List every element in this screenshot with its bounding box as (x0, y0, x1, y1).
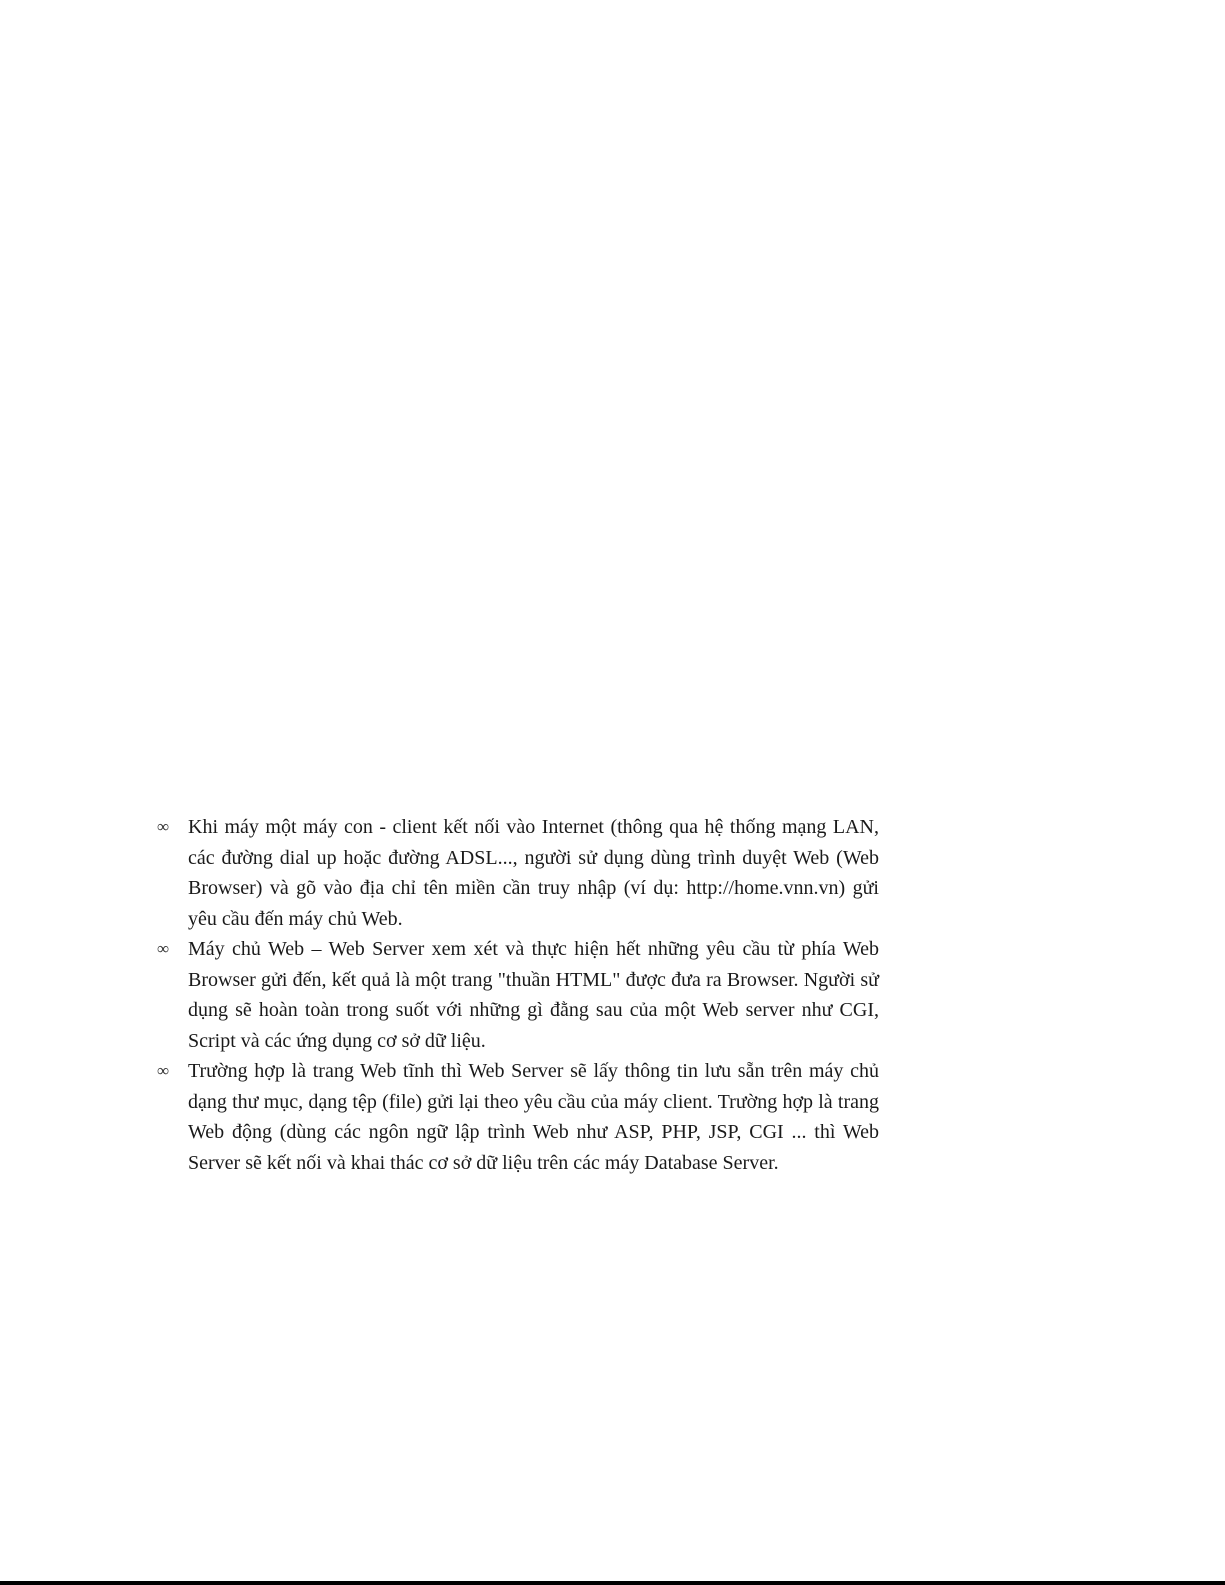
list-item (157, 812, 879, 934)
bullet-text: Trường hợp là trang Web tĩnh thì Web Server sẽ lấy thông tin lưu sẵn trên máy chủ dạng thư mục, dạng tệp (file) gửi lại theo yêu cầu của máy client. Trường hợp là trang Web động (dùng các ngôn ngữ lập trình Web như ASP, PHP, JSP, CGI ... thì Web Server sẽ kết nối và khai thác cơ sở dữ liệu trên các máy Database Server. (188, 1060, 879, 1174)
bullet-text: Khi máy một máy con - client kết nối vào Internet (thông qua hệ thống mạng LAN, các đường dial up hoặc đường ADSL..., người sử dụng dùng trình duyệt Web (Web Browser) và gõ vào địa chỉ tên miền cần truy nhập (ví dụ: http://home.vnn.vn) gửi yêu cầu đến máy chủ Web. (188, 816, 879, 930)
page-bottom-border (0, 1581, 1225, 1585)
infinity-bullet-icon: ∞ (157, 1061, 170, 1080)
infinity-bullet-icon: ∞ (157, 939, 170, 958)
list-item (157, 934, 879, 1056)
bullet-list (157, 812, 879, 1178)
bullet-text: Máy chủ Web – Web Server xem xét và thực hiện hết những yêu cầu từ phía Web Browser gửi đến, kết quả là một trang "thuần HTML" được đưa ra Browser. Người sử dụng sẽ hoàn toàn trong suốt với những gì đằng sau của một Web server như CGI, Script và các ứng dụng cơ sở dữ liệu. (188, 938, 879, 1052)
list-item (157, 1056, 879, 1178)
infinity-bullet-icon: ∞ (157, 817, 170, 836)
